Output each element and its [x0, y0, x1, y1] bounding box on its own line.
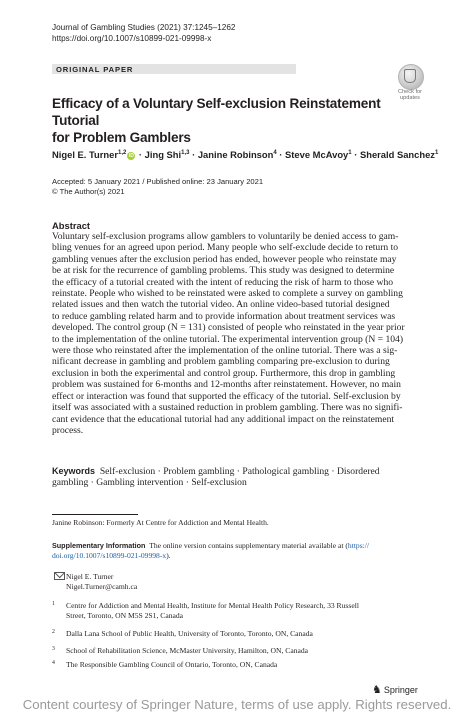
keywords-line: gambling · Gambling intervention · Self-exclusion: [52, 477, 247, 489]
contact-name: Nigel E. Turner: [66, 572, 114, 581]
supplementary-link[interactable]: doi.org/10.1007/s10899-021-09998-x: [52, 550, 167, 560]
journal-line: Journal of Gambling Studies (2021) 37:1245–1262: [52, 23, 236, 32]
footnote-rule: [52, 514, 138, 515]
affiliation-number: 1: [52, 601, 55, 607]
article-title: Efficacy of a Voluntary Self-exclusion Reinstatement Tutorial for Problem Gamblers: [52, 96, 381, 145]
copyright: © The Author(s) 2021: [52, 187, 125, 196]
bookmark-icon: [404, 69, 416, 83]
publisher-name: Springer: [383, 685, 418, 695]
abstract-line: to reduce gambling related harm and to provide information about treatment services was: [52, 310, 396, 322]
supplementary-note: Supplementary Information The online version contains supplementary material available at (https:// doi.org/10.1007/s10899-021-09998-x).: [52, 541, 370, 560]
abstract-line: to the implementation of the online tutorial. The experimental intervention group (N = 104): [52, 333, 404, 345]
footnote-robinson: Janine Robinson: Formerly At Centre for Addiction and Mental Health.: [52, 518, 269, 527]
mail-icon: [54, 572, 65, 580]
abstract-heading: Abstract: [52, 220, 91, 231]
author-name[interactable]: Steve McAvoy: [285, 149, 349, 160]
abstract-line: were those who reinstated after the implementation of the online tutorial. There was a sig-: [52, 345, 398, 357]
supplementary-label: Supplementary Information: [52, 541, 146, 550]
abstract-line: itself was associated with a sustained reduction in problem gambling. There was no signifi-: [52, 402, 403, 414]
affiliation-number: 3: [52, 646, 55, 652]
affiliation-item: Centre for Addiction and Mental Health, Institute for Mental Health Policy Research, 33 Russell Street, Toronto, ON M5S 2S1, Canada: [66, 601, 359, 620]
author-name[interactable]: Janine Robinson: [197, 149, 274, 160]
accepted-published: Accepted: 5 January 2021 / Published online: 23 January 2021: [52, 177, 264, 186]
abstract-body: [52, 231, 432, 436]
affiliation-item: Dalla Lana School of Public Health, University of Toronto, Toronto, ON, Canada: [66, 629, 313, 638]
badge-label: Check for updates: [398, 89, 422, 102]
affiliation-number: 2: [52, 629, 55, 635]
keywords-label: Keywords: [52, 466, 96, 476]
abstract-line: exclusion in both the experimental and control group. Furthermore, this drop in gambling: [52, 367, 396, 379]
publication-dates: [52, 177, 263, 197]
journal-citation: [52, 22, 235, 44]
courtesy-notice: Content courtesy of Springer Nature, terms of use apply. Rights reserved.: [22, 697, 452, 712]
author-name[interactable]: Sherald Sanchez: [359, 149, 435, 160]
doi-link[interactable]: https://doi.org/10.1007/s10899-021-09998-x: [52, 34, 212, 43]
keywords-section: [52, 466, 432, 489]
affiliation-item: School of Rehabilitation Science, McMaster University, Hamilton, ON, Canada: [66, 646, 309, 655]
affiliation-item: The Responsible Gambling Council of Ontario, Toronto, ON, Canada: [66, 660, 278, 669]
author-name[interactable]: Nigel E. Turner: [52, 149, 118, 160]
abstract-line: bling venues for an agreed upon period. Many people who self-exclude decide to return to: [52, 242, 399, 254]
check-for-updates-badge[interactable]: [392, 64, 428, 104]
abstract-line: Voluntary self-exclusion programs allow gamblers to voluntarily be denied access to gam-: [52, 231, 399, 242]
abstract-line: problem was sustained for 6-months and 12-months after reinstatement. However, no main: [52, 379, 401, 391]
abstract-line: developed. The control group (N = 131) consisted of people who reinstated in the year prior: [52, 322, 405, 334]
corresponding-author: [66, 572, 366, 592]
abstract-line: the efficacy of a tutorial created with the intent of reducing the risk of harm to those who: [52, 276, 394, 288]
abstract-line: process.: [52, 424, 84, 436]
affiliation-number: 4: [52, 660, 55, 666]
publisher-logo: [372, 684, 418, 696]
abstract-line: nificant decrease in gambling and problem gambling comparing pre-exclusion to during: [52, 356, 390, 368]
abstract-line: cant evidence that the educational tutorial had any additional impact on the reinstatement: [52, 413, 395, 425]
abstract-line: effect or interaction was found that supported the efficacy of the tutorial. Self-exclusion by: [52, 390, 401, 402]
springer-horse-icon: ♞: [372, 684, 382, 696]
article-type-label: ORIGINAL PAPER: [56, 64, 134, 74]
supplementary-link[interactable]: https://: [347, 541, 370, 550]
orcid-icon[interactable]: iD: [128, 152, 134, 159]
author-list: Nigel E. Turner$^{1,2}$ iD · Jing Shi$^{1,3}$ · Janine Robinson$^4$ · Steve McAvoy$^1$ · Sherald Sanchez$^1$: [52, 149, 439, 160]
abstract-line: be at risk for the recurrence of gambling problems. This study was designed to determine: [52, 265, 395, 277]
author-name[interactable]: Jing Shi: [144, 149, 182, 160]
keywords-line: Self-exclusion · Problem gambling · Pathological gambling · Disordered: [99, 466, 380, 477]
abstract-line: gambling venues after the exclusion period has ended, however people who reinstate may: [52, 253, 397, 265]
contact-email[interactable]: Nigel.Turner@camh.ca: [66, 581, 138, 591]
abstract-line: related issues and then watch the tutorial video. An online video-based tutorial designed: [52, 299, 390, 311]
abstract-line: reinstate. People who wished to be reinstated were asked to complete a survey on gambling: [52, 288, 403, 300]
